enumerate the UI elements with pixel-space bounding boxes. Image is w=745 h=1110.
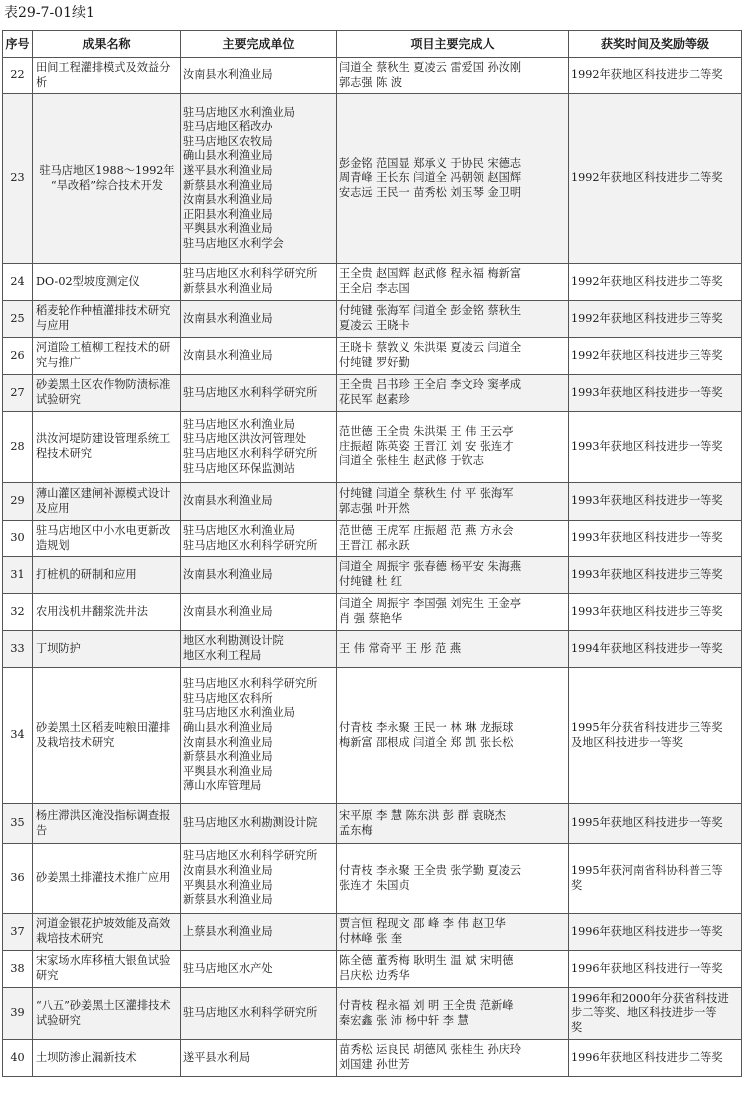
cell-people: 范世德 王全贵 朱洪渠 王 伟 王云亭 庄振超 陈英姿 王晋江 刘 安 张连才 闫道全 张桂生 赵武修 于钦志 (337, 412, 569, 483)
header-no: 序号 (3, 31, 33, 58)
table-row (3, 951, 742, 988)
table-row (3, 914, 742, 951)
cell-unit: 驻马店地区水利渔业局 驻马店地区稻改办 驻马店地区农牧局 确山县水利渔业局 遂平县水利渔业局 新蔡县水利渔业局 汝南县水利渔业局 正阳县水利渔业局 平舆县水利渔业局 驻马店地区水利学会 (181, 94, 337, 264)
cell-award: 1992年获地区科技进步二等奖 (569, 264, 742, 301)
cell-name: 土坝防渗止漏新技术 (33, 1040, 181, 1077)
table-row (3, 804, 742, 844)
cell-award: 1996年获地区科技进行一等奖 (569, 951, 742, 988)
header-award: 获奖时间及奖励等级 (569, 31, 742, 58)
table-row (3, 301, 742, 338)
cell-name: “八五”砂姜黑土区灌排技术试验研究 (33, 988, 181, 1040)
cell-people: 陈全德 董秀梅 耿明生 温 斌 宋明德 吕庆松 边秀华 (337, 951, 569, 988)
cell-name: 田间工程灌排模式及效益分析 (33, 58, 181, 94)
cell-award: 1992年获地区科技进步三等奖 (569, 301, 742, 338)
cell-name: 砂姜黑土区农作物防渍标准试验研究 (33, 375, 181, 412)
cell-name: 打桩机的研制和应用 (33, 557, 181, 594)
cell-people: 闫道全 蔡秋生 夏凌云 雷爱国 孙汝刚 郭志强 陈 波 (337, 58, 569, 94)
cell-unit: 驻马店地区水利勘测设计院 (181, 804, 337, 844)
table-row (3, 521, 742, 557)
cell-people: 王全贵 吕书珍 王全启 李文玲 窦孝成 花民军 赵素珍 (337, 375, 569, 412)
cell-no: 33 (3, 631, 33, 668)
cell-name: 稻麦轮作种植灌排技术研究与应用 (33, 301, 181, 338)
cell-people: 苗秀松 运良民 胡德风 张桂生 孙庆玲 刘国建 孙世芳 (337, 1040, 569, 1077)
cell-people: 付纯键 闫道全 蔡秋生 付 平 张海军 郭志强 叶开然 (337, 483, 569, 521)
cell-unit: 汝南县水利渔业局 (181, 338, 337, 375)
cell-name: 砂姜黑土排灌技术推广应用 (33, 844, 181, 914)
cell-unit: 汝南县水利渔业局 (181, 301, 337, 338)
cell-people: 付青枝 程永福 刘 明 王全贵 范新峰 秦宏鑫 张 沛 杨中轩 李 慧 (337, 988, 569, 1040)
cell-no: 26 (3, 338, 33, 375)
table-row (3, 594, 742, 631)
cell-award: 1996年和2000年分获省科技进 步二等奖、地区科技进步一等 奖 (569, 988, 742, 1040)
header-people: 项目主要完成人 (337, 31, 569, 58)
table-row (3, 1040, 742, 1077)
cell-unit: 地区水利勘测设计院 地区水利工程局 (181, 631, 337, 668)
cell-name: 砂姜黑土区稻麦吨粮田灌排及栽培技术研究 (33, 668, 181, 804)
cell-unit: 驻马店地区水利科学研究所 新蔡县水利渔业局 (181, 264, 337, 301)
cell-no: 32 (3, 594, 33, 631)
table-row (3, 988, 742, 1040)
cell-no: 24 (3, 264, 33, 301)
table-row (3, 483, 742, 521)
table-row (3, 557, 742, 594)
cell-no: 23 (3, 94, 33, 264)
cell-name: 驻马店地区1988～1992年 “旱改稻”综合技术开发 (33, 94, 181, 264)
cell-no: 30 (3, 521, 33, 557)
cell-no: 37 (3, 914, 33, 951)
cell-people: 王全贵 赵国辉 赵武修 程永福 梅新富 王全启 李志国 (337, 264, 569, 301)
table-row (3, 264, 742, 301)
cell-no: 35 (3, 804, 33, 844)
cell-award: 1992年获地区科技进步二等奖 (569, 94, 742, 264)
cell-people: 王晓卡 蔡敦义 朱洪渠 夏凌云 闫道全 付纯键 罗好勤 (337, 338, 569, 375)
cell-award: 1995年获地区科技进步一等奖 (569, 804, 742, 844)
cell-award: 1992年获地区科技进步二等奖 (569, 58, 742, 94)
cell-no: 40 (3, 1040, 33, 1077)
cell-no: 31 (3, 557, 33, 594)
cell-people: 付纯键 张海军 闫道全 彭金铭 蔡秋生 夏凌云 王晓卡 (337, 301, 569, 338)
cell-award: 1993年获地区科技进步三等奖 (569, 557, 742, 594)
cell-no: 22 (3, 58, 33, 94)
cell-people: 彭金铭 范国显 郑承义 于协民 宋德志 周青峰 王长东 闫道全 冯朝领 赵国辉 安志远 王民一 苗秀松 刘玉琴 金卫明 (337, 94, 569, 264)
cell-name: 农用浅机井翻浆洗井法 (33, 594, 181, 631)
cell-unit: 汝南县水利渔业局 (181, 594, 337, 631)
table-row (3, 631, 742, 668)
table-row (3, 58, 742, 94)
cell-people: 付青枝 李永聚 王全贵 张学勤 夏凌云 张连才 朱国贞 (337, 844, 569, 914)
table-header-row (3, 31, 742, 58)
cell-unit: 驻马店地区水利科学研究所 汝南县水利渔业局 平舆县水利渔业局 新蔡县水利渔业局 (181, 844, 337, 914)
cell-award: 1993年获地区科技进步一等奖 (569, 483, 742, 521)
cell-unit: 驻马店地区水利科学研究所 驻马店地区农科所 驻马店地区水利渔业局 确山县水利渔业局 汝南县水利渔业局 新蔡县水利渔业局 平舆县水利渔业局 薄山水库管理局 (181, 668, 337, 804)
table-row (3, 412, 742, 483)
cell-name: 河道金银花护坡效能及高效栽培技术研究 (33, 914, 181, 951)
cell-unit: 上蔡县水利渔业局 (181, 914, 337, 951)
cell-award: 1993年获地区科技进步一等奖 (569, 412, 742, 483)
cell-name: DO-02型坡度测定仪 (33, 264, 181, 301)
cell-unit: 汝南县水利渔业局 (181, 483, 337, 521)
cell-unit: 驻马店地区水产处 (181, 951, 337, 988)
cell-people: 宋平原 李 慧 陈东洪 彭 群 袁晓杰 孟东梅 (337, 804, 569, 844)
header-unit: 主要完成单位 (181, 31, 337, 58)
cell-unit: 驻马店地区水利科学研究所 (181, 988, 337, 1040)
cell-award: 1995年分获省科技进步三等奖 及地区科技进步一等奖 (569, 668, 742, 804)
cell-unit: 驻马店地区水利渔业局 驻马店地区洪汝河管理处 驻马店地区水利科学研究所 驻马店地区环保监测站 (181, 412, 337, 483)
cell-name: 河道险工植柳工程技术的研究与推广 (33, 338, 181, 375)
cell-name: 驻马店地区中小水电更新改造规划 (33, 521, 181, 557)
cell-people: 闫道全 周振宇 张春德 杨平安 朱海燕 付纯键 杜 红 (337, 557, 569, 594)
awards-table (2, 30, 742, 1077)
cell-unit: 汝南县水利渔业局 (181, 58, 337, 94)
cell-no: 38 (3, 951, 33, 988)
cell-award: 1993年获地区科技进步一等奖 (569, 521, 742, 557)
cell-no: 28 (3, 412, 33, 483)
cell-people: 王 伟 常奇平 王 彤 范 燕 (337, 631, 569, 668)
cell-no: 25 (3, 301, 33, 338)
cell-award: 1994年获地区科技进步一等奖 (569, 631, 742, 668)
cell-award: 1996年获地区科技进步二等奖 (569, 1040, 742, 1077)
cell-name: 丁坝防护 (33, 631, 181, 668)
cell-unit: 驻马店地区水利科学研究所 (181, 375, 337, 412)
cell-name: 杨庄滞洪区淹没指标调查报告 (33, 804, 181, 844)
cell-name: 洪汝河堤防建设管理系统工程技术研究 (33, 412, 181, 483)
cell-unit: 遂平县水利局 (181, 1040, 337, 1077)
cell-no: 39 (3, 988, 33, 1040)
cell-no: 34 (3, 668, 33, 804)
cell-award: 1992年获地区科技进步三等奖 (569, 338, 742, 375)
cell-no: 36 (3, 844, 33, 914)
table-row (3, 375, 742, 412)
table-row (3, 668, 742, 804)
cell-people: 范世德 王虎军 庄振超 范 燕 方永会 王晋江 郝永跃 (337, 521, 569, 557)
cell-no: 27 (3, 375, 33, 412)
table-row (3, 844, 742, 914)
table-row (3, 338, 742, 375)
table-caption: 表29-7-01续1 (4, 5, 95, 21)
table-row (3, 94, 742, 264)
cell-award: 1993年获地区科技进步一等奖 (569, 375, 742, 412)
cell-award: 1993年获地区科技进步三等奖 (569, 594, 742, 631)
cell-people: 闫道全 周振宇 李国强 刘宪生 王金亭 肖 强 蔡艳华 (337, 594, 569, 631)
cell-people: 贾言恒 程现文 邵 峰 李 伟 赵卫华 付林峰 张 奎 (337, 914, 569, 951)
header-name: 成果名称 (33, 31, 181, 58)
cell-name: 宋家场水库移植大银鱼试验研究 (33, 951, 181, 988)
cell-unit: 汝南县水利渔业局 (181, 557, 337, 594)
cell-unit: 驻马店地区水利渔业局 驻马店地区水利科学研究所 (181, 521, 337, 557)
cell-people: 付青枝 李永聚 王民一 林 琳 龙振球 梅新富 邵根成 闫道全 郑 凯 张长松 (337, 668, 569, 804)
cell-award: 1996年获地区科技进步一等奖 (569, 914, 742, 951)
cell-award: 1995年获河南省科协科普三等 奖 (569, 844, 742, 914)
cell-no: 29 (3, 483, 33, 521)
cell-name: 薄山灌区建闸补源模式设计及应用 (33, 483, 181, 521)
